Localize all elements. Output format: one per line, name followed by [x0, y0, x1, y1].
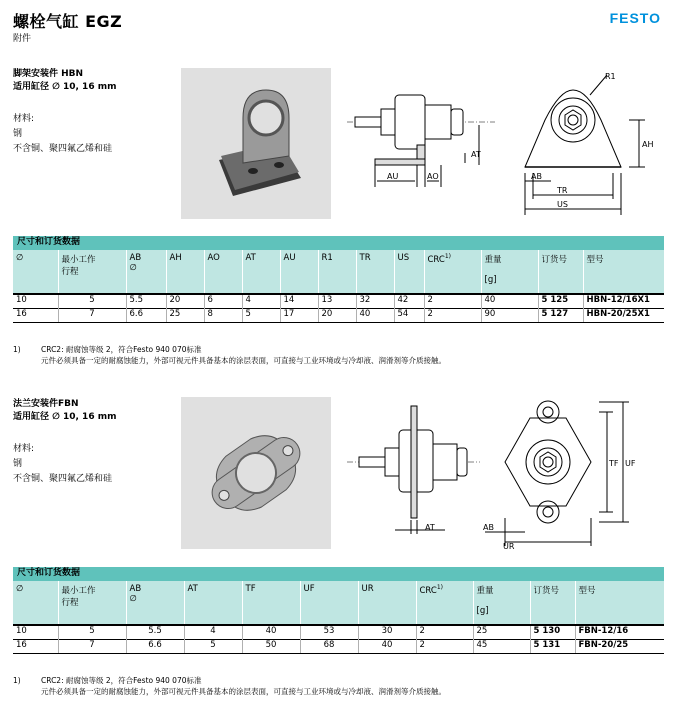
hbn-col-min-stroke: 最小工作 行程 [58, 250, 126, 294]
fbn-col-ab: AB ∅ [126, 581, 184, 625]
fbn-col-weight: 重量 [g] [473, 581, 530, 625]
fbn-col-ur: UR [358, 581, 416, 625]
hbn-cell: 13 [318, 294, 356, 308]
hbn-footnote [13, 344, 446, 366]
hbn-dim-au: AU [387, 172, 399, 181]
fbn-dim-uf: UF [625, 459, 636, 468]
hbn-heading [13, 68, 116, 94]
hbn-cell: 14 [280, 294, 318, 308]
fbn-col-at: AT [184, 581, 242, 625]
fbn-table-title: 尺寸和订货数据 [17, 568, 81, 578]
fbn-type-code: FBN-20/25 [575, 639, 664, 653]
hbn-cell: 54 [394, 308, 424, 322]
hbn-product-photo [181, 68, 331, 219]
fbn-footnote-num: 1) [13, 676, 21, 685]
festo-logo: FESTO [609, 10, 661, 26]
fbn-cell: 7 [58, 639, 126, 653]
hbn-cell: 4 [242, 294, 280, 308]
hbn-part-number: 5 127 [538, 308, 583, 322]
hbn-cell: 90 [481, 308, 538, 322]
fbn-cell: 2 [416, 639, 473, 653]
hbn-cell: 40 [481, 294, 538, 308]
table-row [13, 294, 664, 308]
fbn-dim-ab: AB [483, 523, 494, 532]
fbn-cell: 68 [300, 639, 358, 653]
hbn-col-part-no: 订货号 [538, 250, 583, 294]
fbn-footnote-line1: CRC2: 耐腐蚀等级 2，符合Festo 940 070标准 [41, 676, 202, 685]
fbn-cell: 30 [358, 625, 416, 639]
hbn-cell: 5.5 [126, 294, 166, 308]
hbn-dim-tr: TR [557, 186, 568, 195]
hbn-col-r1: R1 [318, 250, 356, 294]
hbn-bore-range: 适用缸径 ∅ 10, 16 mm [13, 82, 117, 92]
fbn-dim-at: AT [425, 523, 435, 532]
hbn-spec-table [13, 250, 664, 323]
hbn-col-type: 型号 [583, 250, 664, 294]
hbn-type-code: HBN-12/16X1 [583, 294, 664, 308]
hbn-cell: 8 [204, 308, 242, 322]
fbn-heading [13, 398, 116, 424]
hbn-cell: 5 [242, 308, 280, 322]
hbn-col-crc: CRC$^{1)}$ [424, 250, 481, 294]
hbn-cell: 25 [166, 308, 204, 322]
hbn-cell: 17 [280, 308, 318, 322]
fbn-cell: 5.5 [126, 625, 184, 639]
fbn-dim-ur: UR [503, 542, 515, 551]
hbn-cell: 5 [58, 294, 126, 308]
hbn-footnote-num: 1) [13, 345, 21, 354]
hbn-footnote-line2: 元件必须具备一定的耐腐蚀能力，外部可视元件具备基本的涂层表面，可直接与工业环境或与冷却液、润滑剂等介质接触。 [41, 356, 446, 365]
fbn-material-note: 不含铜、聚四氟乙烯和硅 [13, 474, 113, 484]
fbn-cell: 50 [242, 639, 300, 653]
fbn-material-label: 材料: [13, 444, 35, 454]
fbn-cell: 4 [184, 625, 242, 639]
hbn-dim-r1: R1 [605, 72, 616, 81]
fbn-col-uf: UF [300, 581, 358, 625]
hbn-cell: 6 [204, 294, 242, 308]
fbn-cell: 53 [300, 625, 358, 639]
hbn-dimension-drawing [345, 65, 665, 223]
hbn-cell: 40 [356, 308, 394, 322]
fbn-col-tf: TF [242, 581, 300, 625]
fbn-cell: 2 [416, 625, 473, 639]
fbn-footnote [13, 675, 446, 697]
fbn-material: 钢 [13, 459, 23, 469]
fbn-cell: 16 [13, 639, 58, 653]
hbn-cell: 6.6 [126, 308, 166, 322]
hbn-cell: 20 [318, 308, 356, 322]
hbn-col-tr: TR [356, 250, 394, 294]
fbn-cell: 10 [13, 625, 58, 639]
hbn-cell: 42 [394, 294, 424, 308]
hbn-col-au: AU [280, 250, 318, 294]
page-subtitle: 附件 [13, 34, 32, 44]
table-row [13, 625, 664, 639]
hbn-footnote-line1: CRC2: 耐腐蚀等级 2，符合Festo 940 070标准 [41, 345, 202, 354]
fbn-cell: 45 [473, 639, 530, 653]
fbn-table-header [13, 581, 664, 625]
fbn-material-block [13, 442, 112, 487]
hbn-col-ao: AO [204, 250, 242, 294]
hbn-cell: 2 [424, 294, 481, 308]
fbn-cell: 40 [242, 625, 300, 639]
hbn-col-weight: 重量 [g] [481, 250, 538, 294]
fbn-bore-range: 适用缸径 ∅ 10, 16 mm [13, 412, 117, 422]
hbn-title: 脚架安装件 HBN [13, 69, 84, 79]
fbn-col-bore: ∅ [13, 581, 58, 625]
fbn-table-title-bar [13, 567, 664, 581]
fbn-title: 法兰安装件FBN [13, 399, 79, 409]
fbn-dim-tf: TF [609, 459, 619, 468]
fbn-col-part-no: 订货号 [530, 581, 575, 625]
page-title: 螺栓气缸 EGZ [13, 12, 123, 31]
hbn-material-block [13, 112, 112, 157]
fbn-col-crc: CRC$^{1)}$ [416, 581, 473, 625]
fbn-part-number: 5 131 [530, 639, 575, 653]
hbn-col-ah: AH [166, 250, 204, 294]
hbn-col-us: US [394, 250, 424, 294]
table-row [13, 308, 664, 322]
hbn-cell: 32 [356, 294, 394, 308]
hbn-col-at: AT [242, 250, 280, 294]
fbn-cell: 6.6 [126, 639, 184, 653]
fbn-dimension-drawing [345, 400, 665, 552]
hbn-type-code: HBN-20/25X1 [583, 308, 664, 322]
fbn-part-number: 5 130 [530, 625, 575, 639]
fbn-product-photo [181, 397, 331, 549]
fbn-col-min-stroke: 最小工作 行程 [58, 581, 126, 625]
hbn-cell: 10 [13, 294, 58, 308]
hbn-cell: 7 [58, 308, 126, 322]
fbn-cell: 5 [58, 625, 126, 639]
hbn-table-title-bar [13, 236, 664, 250]
hbn-dim-ab: AB [531, 172, 542, 181]
hbn-col-bore: ∅ [13, 250, 58, 294]
hbn-material-label: 材料: [13, 114, 35, 124]
hbn-dim-ah: AH [642, 140, 654, 149]
hbn-dim-at: AT [471, 150, 481, 159]
hbn-dim-ao: AO [427, 172, 439, 181]
hbn-table-title: 尺寸和订货数据 [17, 237, 81, 247]
fbn-cell: 5 [184, 639, 242, 653]
hbn-table-header [13, 250, 664, 294]
hbn-dim-us: US [557, 200, 568, 209]
hbn-cell: 2 [424, 308, 481, 322]
hbn-cell: 20 [166, 294, 204, 308]
fbn-col-type: 型号 [575, 581, 664, 625]
hbn-material-note: 不含铜、聚四氟乙烯和硅 [13, 144, 113, 154]
hbn-material: 钢 [13, 129, 23, 139]
hbn-cell: 16 [13, 308, 58, 322]
hbn-col-ab: AB ∅ [126, 250, 166, 294]
fbn-cell: 40 [358, 639, 416, 653]
fbn-spec-table [13, 581, 664, 654]
table-row [13, 639, 664, 653]
hbn-part-number: 5 125 [538, 294, 583, 308]
fbn-type-code: FBN-12/16 [575, 625, 664, 639]
fbn-cell: 25 [473, 625, 530, 639]
fbn-footnote-line2: 元件必须具备一定的耐腐蚀能力，外部可视元件具备基本的涂层表面，可直接与工业环境或与冷却液、润滑剂等介质接触。 [41, 687, 446, 696]
